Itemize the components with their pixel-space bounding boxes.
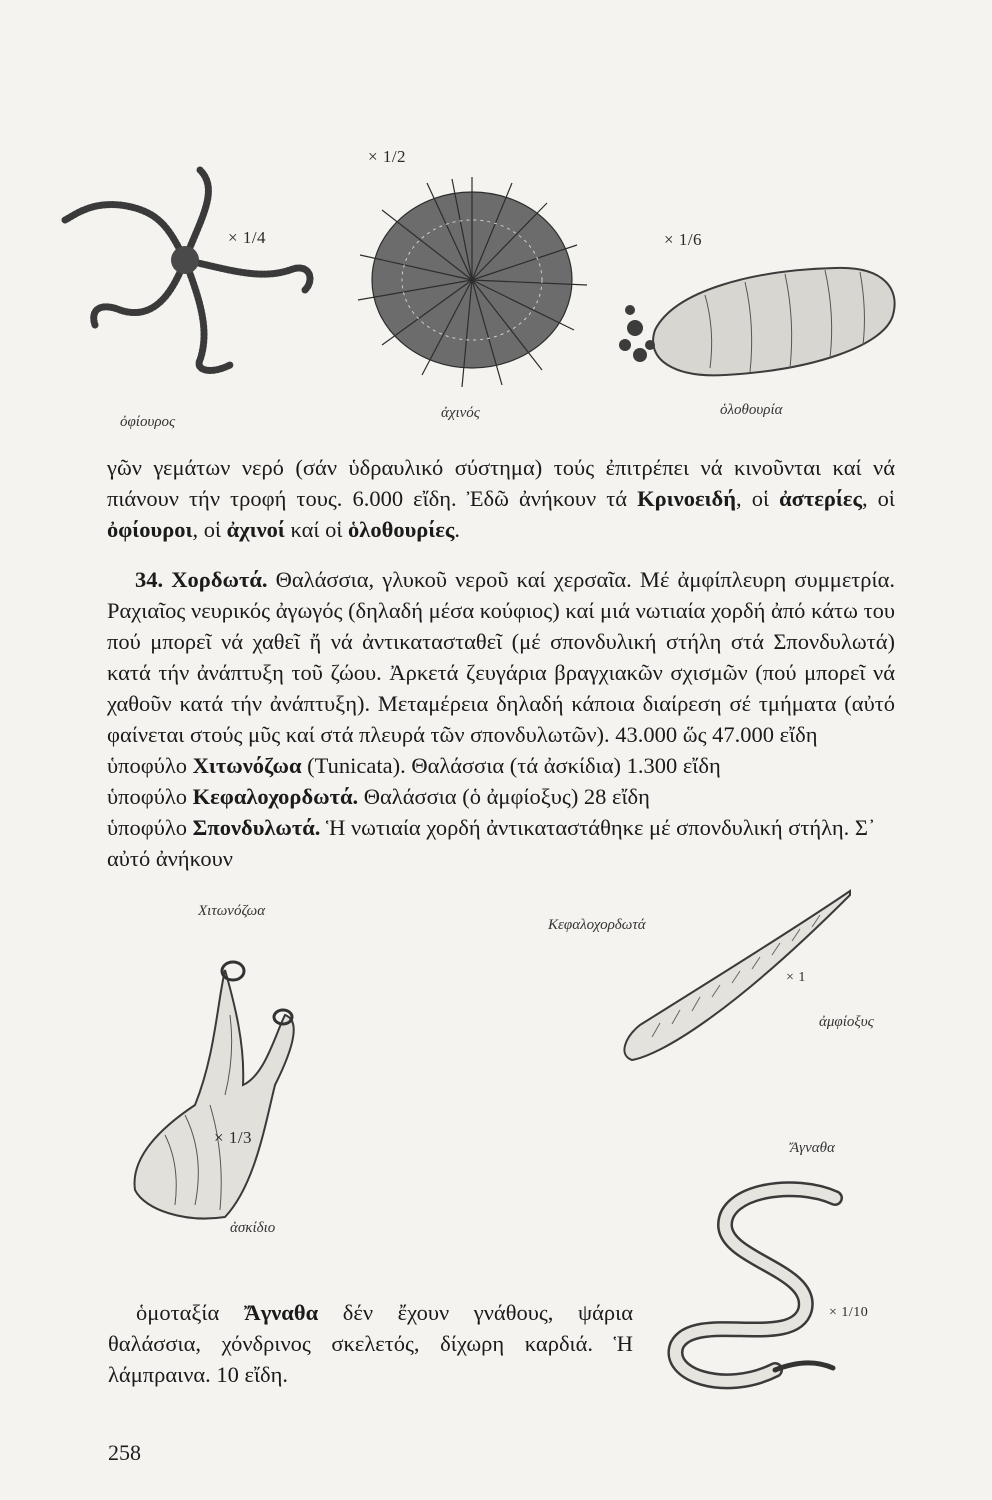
- label-tunicata: Χιτωνόζωα: [198, 903, 266, 919]
- subphylum-vertebrata: ὑποφύλο Σπονδυλωτά. Ἡ νωτιαία χορδή ἀντικαταστάθηκε μέ σπονδυλική στήλη. Σ᾽ αὐτό ἀνήκουν: [107, 815, 876, 871]
- label-urchin: ἀχινός: [441, 405, 480, 421]
- section-number: 34.: [135, 567, 164, 592]
- page-number: 258: [108, 1440, 141, 1465]
- label-ascidian: ἀσκίδιο: [230, 1220, 276, 1236]
- section-text: Θαλάσσια, γλυκοῦ νεροῦ καί χερσαῖα. Μέ ἀμφίπλευρη συμμετρία. Ραχιαῖος νευρικός ἀγωγός (δηλαδή μέσα κούφιος) καί μιά νωτιαία χορδή ἀπό κάτω του πού μπορεῖ νά χαθεῖ ἤ νά ἀντικατασταθεῖ (μέ σπονδυλική στήλη στά Σπονδυλωτά) κατά τήν ἀνάπτυξη τοῦ ζώου. Ἀρκετά ζευγάρια βραγχιακῶν σχισμῶν (πού μπορεῖ νά χαθοῦν κατά τήν ἀνάπτυξη). Μεταμέρεια δηλαδή κάποια διαίρεση σέ τμήματα (αὐτό φαίνεται στούς μῦς καί στά πλευρά τῶν σπονδυλωτῶν). 43.000 ὥς 47.000 εἴδη: [107, 567, 896, 747]
- scale-lamprey: × 1/10: [829, 1305, 869, 1320]
- paragraph-agnatha: ὁμοταξία Ἄγναθα δέν ἔχουν γνάθους, ψάρια θαλάσσια, χόνδρινος σκελετός, δίχωρη καρδιά. Ἡ λάμπραινα. 10 εἴδη.: [108, 1300, 633, 1387]
- lamprey-illustration: [665, 1180, 855, 1400]
- subphylum-tunicata: ὑποφύλο Χιτωνόζωα (Tunicata). Θαλάσσια (τά ἀσκίδια) 1.300 εἴδη: [107, 753, 721, 778]
- scale-holothurian: × 1/6: [664, 230, 703, 249]
- scale-urchin: × 1/2: [368, 147, 407, 166]
- scale-amphioxus: × 1: [786, 970, 806, 985]
- scale-ophiuroid: × 1/4: [228, 228, 267, 247]
- agnatha-term: Ἄγναθα: [243, 1300, 319, 1325]
- label-amphioxus: ἀμφίοξυς: [819, 1014, 874, 1030]
- section-heading: Χορδωτά.: [171, 567, 268, 592]
- urchin-illustration: [352, 175, 592, 390]
- section-chordates: [107, 564, 895, 874]
- ascidian-illustration: [125, 955, 305, 1225]
- amphioxus-illustration: [600, 885, 860, 1070]
- paragraph-echinoderms: γῶν γεμάτων νερό (σάν ὑδραυλικό σύστημα) τούς ἐπιτρέπει νά κινοῦνται καί νά πιάνουν τήν τροφή τους. 6.000 εἴδη. Ἐδῶ ἀνήκουν τά Κρινοειδή, οἱ ἀστερίες, οἱ ὀφίουροι, οἱ ἀχινοί καί οἱ ὁλοθουρίες.: [107, 455, 895, 542]
- label-holothurian: ὁλοθουρία: [720, 402, 783, 418]
- holothurian-illustration: [615, 250, 905, 390]
- ophiuroid-illustration: [60, 160, 340, 380]
- subphylum-cephalochordata: ὑποφύλο Κεφαλοχορδωτά. Θαλάσσια (ὁ ἀμφίοξυς) 28 εἴδη: [107, 784, 650, 809]
- scale-ascidian: × 1/3: [214, 1128, 253, 1147]
- label-agnatha: Ἄγναθα: [790, 1140, 835, 1156]
- label-cephalochordata: Κεφαλοχορδωτά: [548, 917, 646, 933]
- label-ophiuroid: ὀφίουρος: [120, 414, 176, 430]
